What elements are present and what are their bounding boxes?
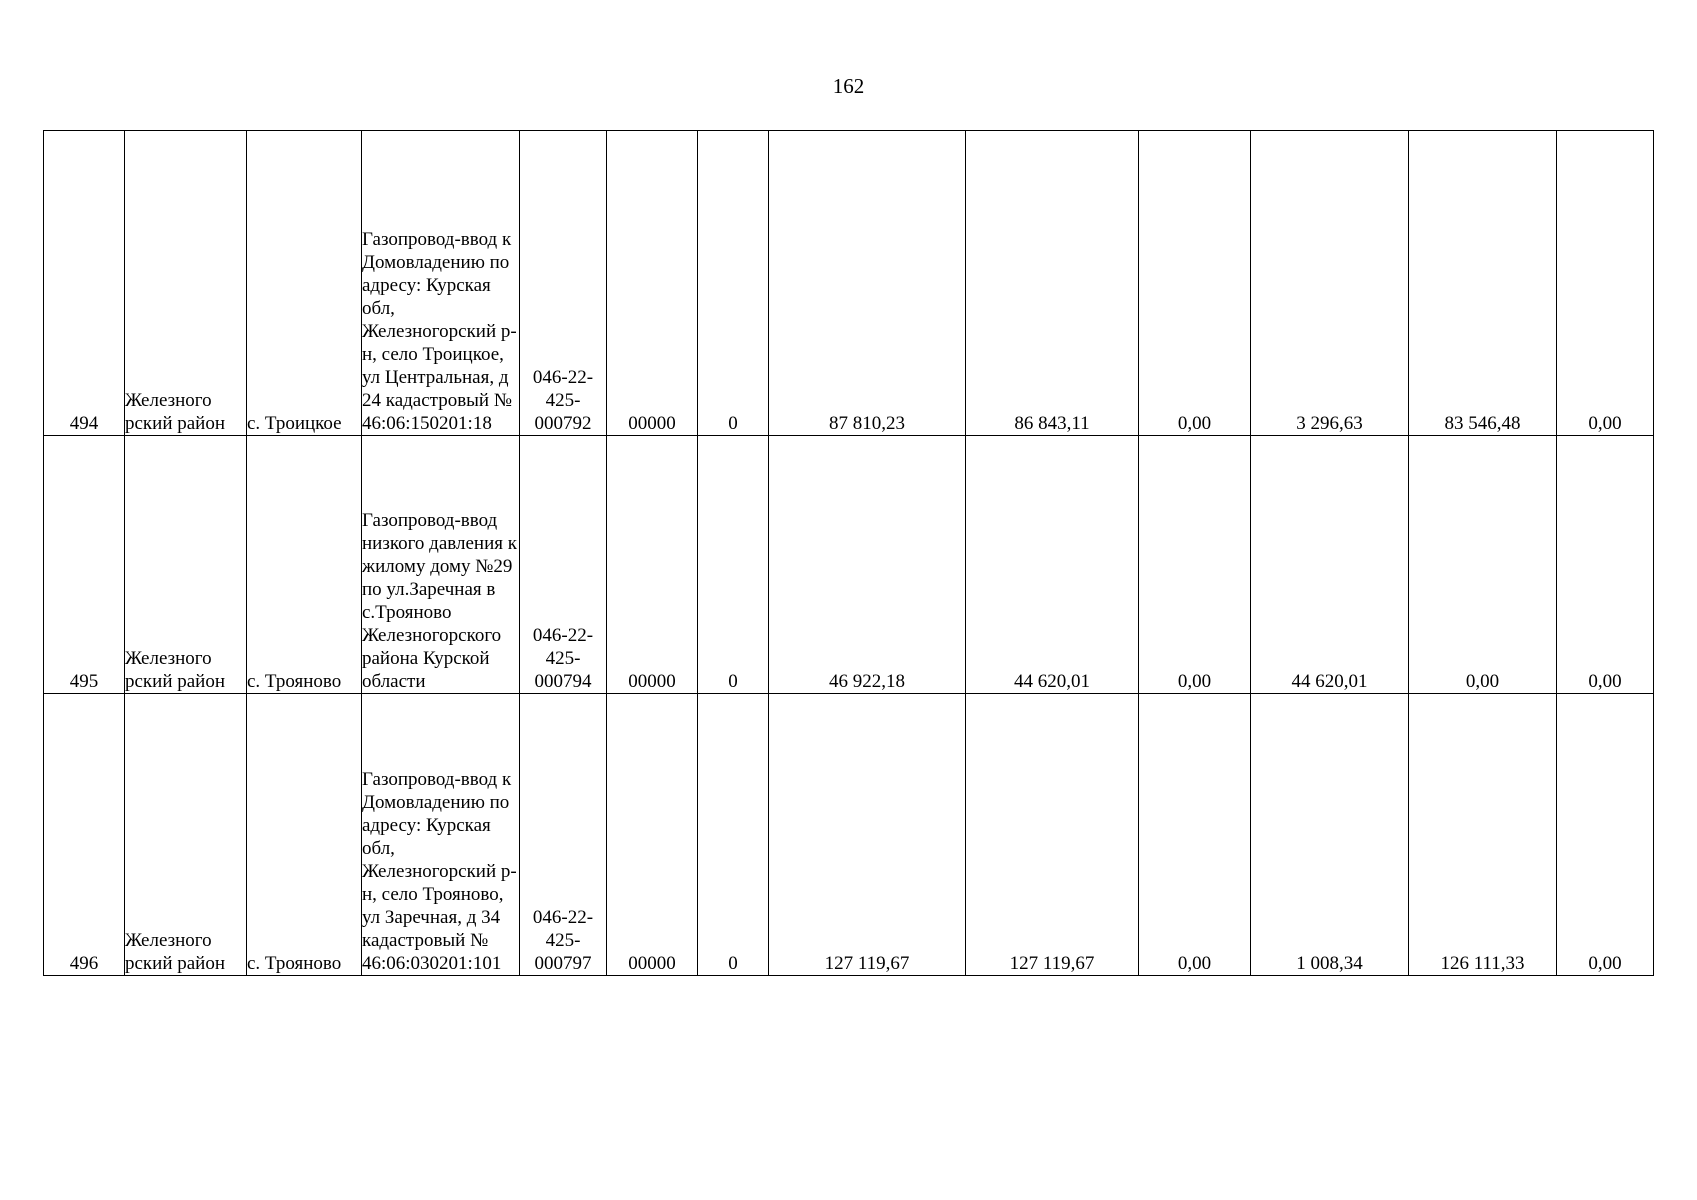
row-number: 495 bbox=[44, 436, 125, 694]
value-cell-1: 46 922,18 bbox=[769, 436, 966, 694]
description-cell: Газопровод-ввод к Домовладению по адресу: Курская обл, Железногорский р-н, село Трояново, ул Заречная, д 34 кадастровый № 46:06:030201:101 bbox=[362, 694, 520, 976]
description-cell: Газопровод-ввод низкого давления к жилому дому №29 по ул.Заречная в с.Трояново Железногорского района Курской области bbox=[362, 436, 520, 694]
registry-code-cell: 046-22-425-000794 bbox=[520, 436, 607, 694]
value-cell-5: 126 111,33 bbox=[1409, 694, 1557, 976]
zero-cell: 0 bbox=[698, 436, 769, 694]
value-cell-4: 3 296,63 bbox=[1251, 131, 1409, 436]
zero-cell: 0 bbox=[698, 131, 769, 436]
district-cell: Железного рский район bbox=[125, 436, 247, 694]
value-cell-3: 0,00 bbox=[1139, 131, 1251, 436]
value-cell-5: 83 546,48 bbox=[1409, 131, 1557, 436]
registry-code-cell: 046-22-425-000797 bbox=[520, 694, 607, 976]
code-zeros-cell: 00000 bbox=[607, 131, 698, 436]
registry-code-cell: 046-22-425-000792 bbox=[520, 131, 607, 436]
district-cell: Железного рский район bbox=[125, 694, 247, 976]
code-zeros-cell: 00000 bbox=[607, 436, 698, 694]
locality-cell: с. Троицкое bbox=[247, 131, 362, 436]
row-number: 494 bbox=[44, 131, 125, 436]
zero-cell: 0 bbox=[698, 694, 769, 976]
value-cell-2: 44 620,01 bbox=[966, 436, 1139, 694]
district-cell: Железного рский район bbox=[125, 131, 247, 436]
value-cell-4: 1 008,34 bbox=[1251, 694, 1409, 976]
value-cell-6: 0,00 bbox=[1557, 694, 1654, 976]
table-row bbox=[44, 436, 1654, 694]
value-cell-3: 0,00 bbox=[1139, 436, 1251, 694]
value-cell-6: 0,00 bbox=[1557, 131, 1654, 436]
row-number: 496 bbox=[44, 694, 125, 976]
value-cell-4: 44 620,01 bbox=[1251, 436, 1409, 694]
locality-cell: с. Трояново bbox=[247, 436, 362, 694]
value-cell-2: 127 119,67 bbox=[966, 694, 1139, 976]
value-cell-1: 87 810,23 bbox=[769, 131, 966, 436]
value-cell-3: 0,00 bbox=[1139, 694, 1251, 976]
value-cell-5: 0,00 bbox=[1409, 436, 1557, 694]
value-cell-2: 86 843,11 bbox=[966, 131, 1139, 436]
table-row bbox=[44, 131, 1654, 436]
table-row bbox=[44, 694, 1654, 976]
locality-cell: с. Трояново bbox=[247, 694, 362, 976]
value-cell-1: 127 119,67 bbox=[769, 694, 966, 976]
description-cell: Газопровод-ввод к Домовладению по адресу: Курская обл, Железногорский р-н, село Троицкое, ул Центральная, д 24 кадастровый № 46:06:150201:18 bbox=[362, 131, 520, 436]
property-register-table bbox=[43, 130, 1654, 976]
code-zeros-cell: 00000 bbox=[607, 694, 698, 976]
page-number: 162 bbox=[832, 74, 865, 98]
value-cell-6: 0,00 bbox=[1557, 436, 1654, 694]
